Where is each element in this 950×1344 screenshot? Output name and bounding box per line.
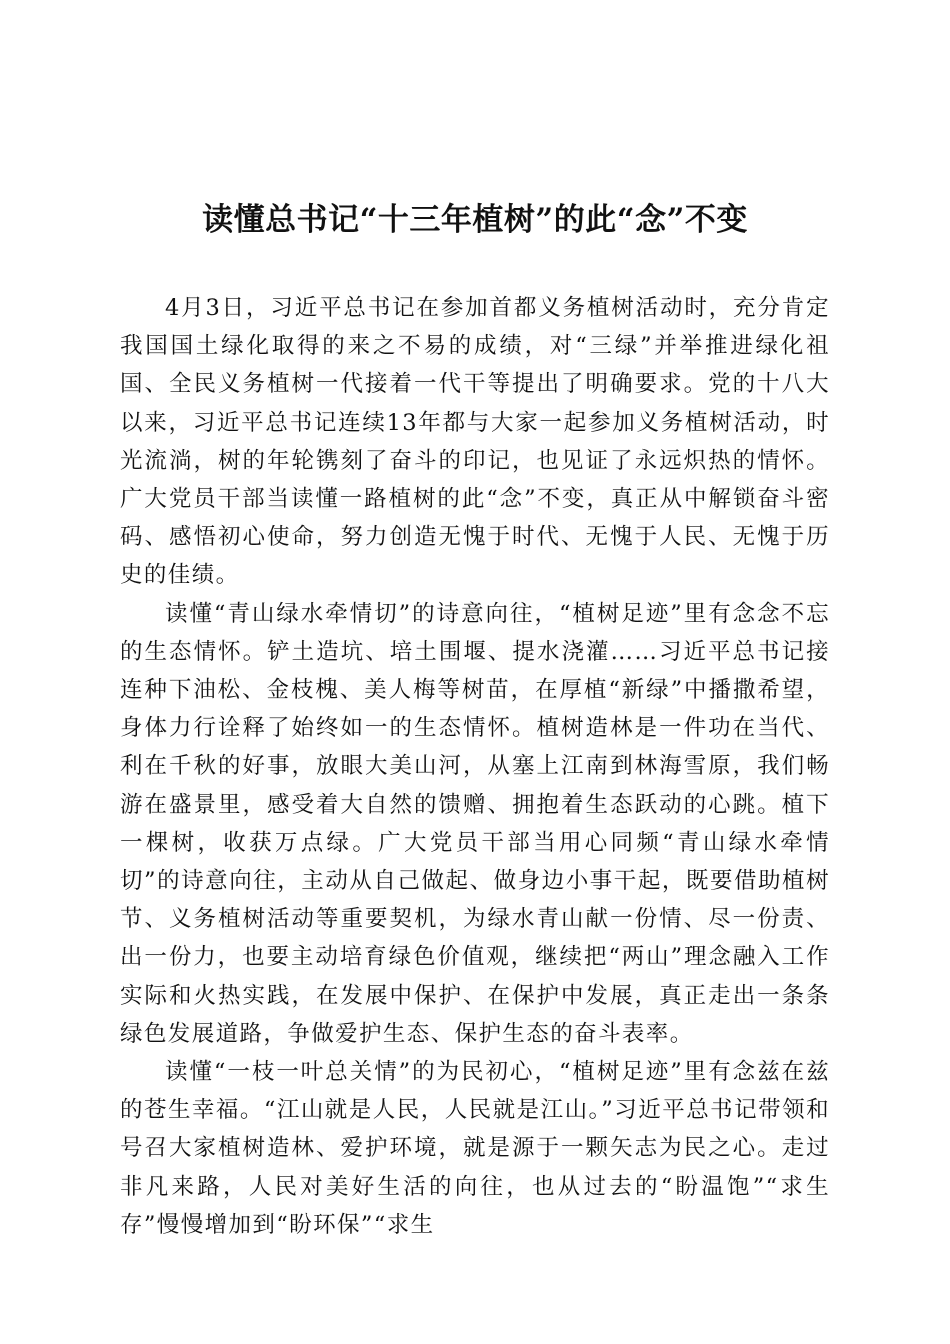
paragraph-2: 读懂“青山绿水牵情切”的诗意向往，“植树足迹”里有念念不忘的生态情怀。铲土造坑、培土围堰、提水浇灌……习近平总书记接连种下油松、金枝槐、美人梅等树苗，在厚植“新绿”中播撒希望，身体力行诠释了始终如一的生态情怀。植树造林是一件功在当代、利在千秋的好事，放眼大美山河，从塞上江南到林海雪原，我们畅游在盛景里，感受着大自然的馈赠、拥抱着生态跃动的心跳。植下一棵树，收获万点绿。广大党员干部当用心同频“青山绿水牵情切”的诗意向往，主动从自己做起、做身边小事干起，既要借助植树节、义务植树活动等重要契机，为绿水青山献一份情、尽一份责、出一份力，也要主动培育绿色价值观，继续把“两山”理念融入工作实际和火热实践，在发展中保护、在保护中发展，真正走出一条条绿色发展道路，争做爱护生态、保护生态的奋斗表率。 — [120, 600, 830, 1047]
document-body — [120, 289, 830, 1244]
paragraph-3: 读懂“一枝一叶总关情”的为民初心，“植树足迹”里有念兹在兹的苍生幸福。“江山就是人民，人民就是江山。”习近平总书记带领和号召大家植树造林、爱护环境，就是源于一颗矢志为民之心。走过非凡来路，人民对美好生活的向往，也从过去的“盼温饱”“求生存”慢慢增加到“盼环保”“求生 — [120, 1059, 830, 1238]
document-title: 读懂总书记“十三年植树”的此“念”不变 — [202, 202, 748, 238]
paragraph-1: 4月3日，习近平总书记在参加首都义务植树活动时，充分肯定我国国土绿化取得的来之不易的成绩，对“三绿”并举推进绿化祖国、全民义务植树一代接着一代干等提出了明确要求。党的十八大以来，习近平总书记连续13年都与大家一起参加义务植树活动，时光流淌，树的年轮镌刻了奋斗的印记，也见证了永远炽热的情怀。广大党员干部当读懂一路植树的此“念”不变，真正从中解锁奋斗密码、感悟初心使命，努力创造无愧于时代、无愧于人民、无愧于历史的佳绩。 — [120, 295, 830, 589]
